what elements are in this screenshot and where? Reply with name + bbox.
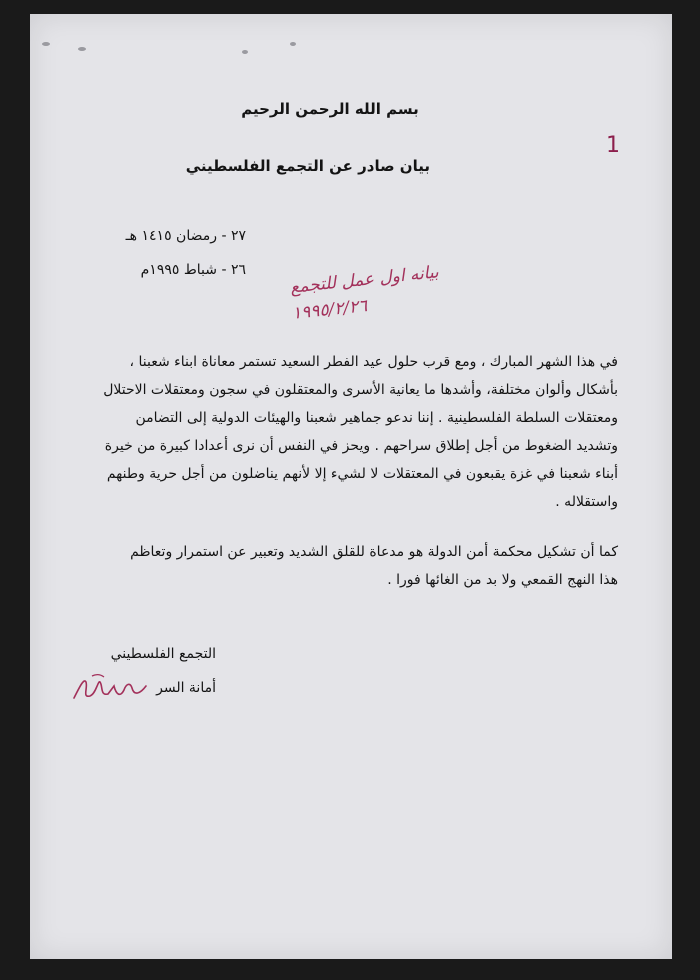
handwritten-signature bbox=[70, 668, 150, 708]
document-title: بيان صادر عن التجمع الفلسطيني bbox=[185, 157, 430, 175]
paragraph-line: بأشكال وألوان مختلفة، وأشدها ما يعانية الأسرى والمعتقلون في سجون ومعتقلات الاحتلال bbox=[103, 382, 618, 398]
signature-stroke bbox=[74, 681, 146, 698]
handwritten-date: ١٩٩٥/٢/٢٦ bbox=[291, 296, 369, 324]
paragraph-line: ومعتقلات السلطة الفلسطينية . إننا ندعو جماهير شعبنا والهيئات الدولية إلى التضامن bbox=[135, 410, 618, 426]
paragraph-line: كما أن تشكيل محكمة أمن الدولة هو مدعاة للقلق الشديد وتعبير عن استمرار وتعاظم bbox=[130, 544, 618, 560]
punch-mark bbox=[42, 42, 50, 46]
handwritten-note: بيانه اول عمل للتجمع bbox=[289, 262, 440, 298]
date-gregorian: ٢٦ - شباط ١٩٩٥م bbox=[140, 262, 246, 278]
basmala-heading: بسم الله الرحمن الرحيم bbox=[241, 100, 419, 118]
date-hijri: ٢٧ - رمضان ١٤١٥ هـ bbox=[125, 228, 246, 244]
page-number: 1 bbox=[606, 133, 620, 158]
signatory-role: أمانة السر bbox=[156, 680, 216, 696]
paragraph-line: وتشديد الضغوط من أجل إطلاق سراحهم . ويحز في النفس أن نرى أعدادا كبيرة من خيرة bbox=[104, 438, 618, 454]
signatory-organization: التجمع الفلسطيني bbox=[110, 646, 216, 662]
signature-stroke bbox=[92, 675, 104, 677]
punch-mark bbox=[242, 50, 248, 54]
paragraph-line: واستقلاله . bbox=[555, 494, 618, 510]
paragraph-line: أبناء شعبنا في غزة يقبعون في المعتقلات لا لشيء إلا لأنهم يناضلون من أجل حرية وطنهم bbox=[106, 466, 618, 482]
paragraph-line: في هذا الشهر المبارك ، ومع قرب حلول عيد الفطر السعيد تستمر معاناة ابناء شعبنا ، bbox=[129, 354, 618, 370]
paragraph-2 bbox=[118, 538, 618, 594]
paragraph-line: هذا النهج القمعي ولا بد من الغائها فورا . bbox=[387, 572, 618, 588]
punch-mark bbox=[290, 42, 296, 46]
punch-mark bbox=[78, 47, 86, 51]
paragraph-1 bbox=[103, 348, 618, 516]
